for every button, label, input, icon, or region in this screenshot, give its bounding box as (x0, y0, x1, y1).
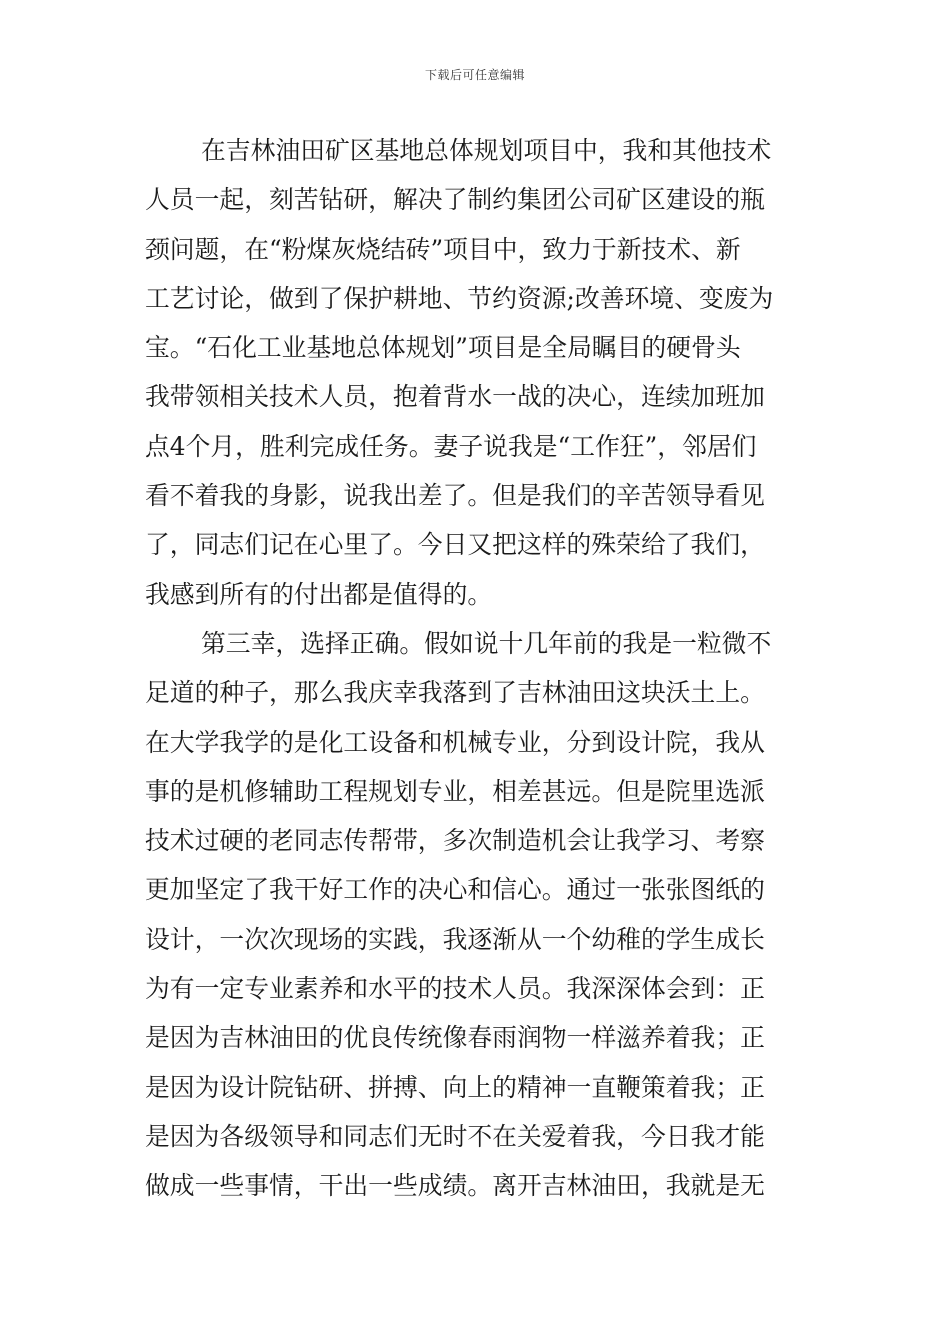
paragraph-line: 为有一定专业素养和水平的技术人员。我深深体会到：正 (145, 974, 765, 1004)
paragraph-line: 是因为各级领导和同志们无时不在关爱着我，今日我才能 (145, 1121, 765, 1151)
paragraph-line: 足道的种子，那么我庆幸我落到了吉林油田这块沃土上。 (145, 678, 765, 708)
paragraph-line: 点4个月，胜利完成任务。妻子说我是“工作狂”，邻居们 (145, 431, 757, 461)
paragraph-line: 宝。“石化工业基地总体规划”项目是全局瞩目的硬骨头 (145, 333, 741, 363)
paragraph-line: 我带领相关技术人员，抱着背水一战的决心，连续加班加 (145, 382, 765, 412)
paragraph-line: 更加坚定了我干好工作的决心和信心。通过一张张图纸的 (145, 875, 765, 905)
paragraph-line: 在大学我学的是化工设备和机械专业，分到设计院，我从 (145, 727, 765, 757)
paragraph-line: 在吉林油田矿区基地总体规划项目中，我和其他技术 (201, 136, 772, 165)
paragraph-line: 了，同志们记在心里了。今日又把这样的殊荣给了我们， (145, 530, 765, 560)
paragraph-line: 我感到所有的付出都是值得的。 (145, 579, 493, 609)
paragraph-line: 是因为设计院钻研、拼搏、向上的精神一直鞭策着我；正 (145, 1072, 765, 1102)
page-header: 下载后可任意编辑 (424, 68, 525, 82)
document-body (145, 126, 809, 1211)
paragraph-line: 是因为吉林油田的优良传统像春雨润物一样滋养着我；正 (145, 1023, 765, 1053)
paragraph-line: 第三幸，选择正确。假如说十几年前的我是一粒微不 (201, 628, 772, 658)
paragraph-line: 人员一起，刻苦钻研，解决了制约集团公司矿区建设的瓶 (145, 185, 765, 215)
paragraph-line: 事的是机修辅助工程规划专业，相差甚远。但是院里选派 (145, 776, 765, 806)
paragraph-line: 技术过硬的老同志传帮带，多次制造机会让我学习、考察 (145, 826, 765, 856)
paragraph-line: 工艺讨论，做到了保护耕地、节约资源;改善环境、变废为 (145, 283, 774, 313)
paragraph-line: 设计，一次次现场的实践，我逐渐从一个幼稚的学生成长 (145, 924, 765, 954)
paragraph-line: 做成一些事情，干出一些成绩。离开吉林油田，我就是无 (145, 1171, 765, 1201)
paragraph-line: 看不着我的身影，说我出差了。但是我们的辛苦领导看见 (145, 481, 765, 511)
paragraph-line: 颈问题，在“粉煤灰烧结砖”项目中，致力于新技术、新 (145, 234, 741, 264)
